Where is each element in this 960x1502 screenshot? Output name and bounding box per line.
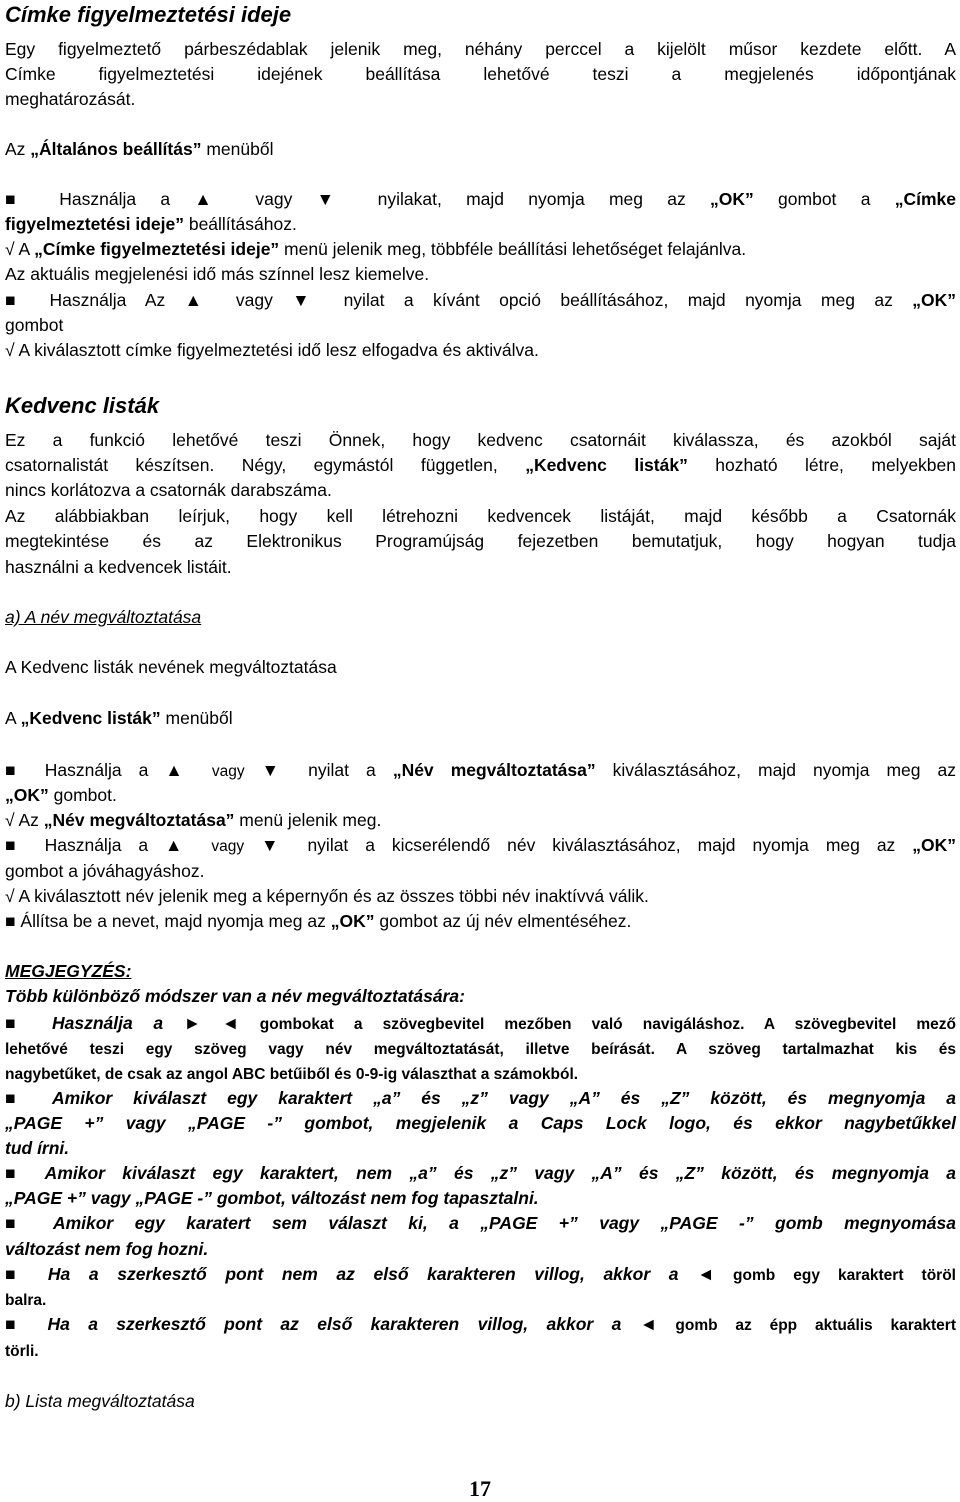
text-line [5, 809, 956, 831]
text-segment: hozható létre, melyekben [687, 455, 956, 475]
text-line [5, 759, 956, 783]
text-line: Több különböző módszer van a név megváltoztatására: [5, 986, 465, 1006]
text-line: Kedvenc listák [5, 393, 160, 418]
page-number: 17 [469, 1476, 491, 1501]
text-segment: ■ Ha a szerkesztő pont az első karakteren villog, akkor a ◄ [5, 1314, 676, 1334]
text-segment: vagy [211, 763, 245, 780]
text-segment: figyelmeztetési ideje” [5, 214, 184, 234]
text-line [5, 707, 956, 729]
text-segment: menüből [160, 708, 233, 728]
text-line: meghatározását. [5, 89, 136, 109]
text-line: ■ Amikor egy karatert sem választ ki, a „PAGE +” vagy „PAGE -” gomb megnyomása [5, 1213, 956, 1233]
text-line [5, 910, 956, 932]
text-line: ■ Amikor kiválaszt egy karaktert „a” és „z” vagy „A” és „Z” között, és megnyomja a [5, 1088, 956, 1108]
text-line: használni a kedvencek listáit. [5, 557, 232, 577]
text-line: A Kedvenc listák nevének megváltoztatása [5, 657, 337, 677]
text-line [5, 784, 956, 806]
text-segment: ▼ nyilat a [244, 760, 393, 780]
text-line: MEGJEGYZÉS: [5, 961, 132, 981]
text-segment: ■ Használja Az ▲ vagy ▼ nyilat a kívánt opció beállításához, majd nyomja meg az [5, 290, 913, 310]
text-line [5, 188, 956, 210]
text-line [5, 1263, 956, 1287]
text-segment: „Címke [894, 189, 956, 209]
text-line [5, 1037, 956, 1061]
text-segment: ■ Használja a ▲ vagy ▼ nyilakat, majd nyomja meg az [5, 189, 711, 209]
text-segment: √ A [5, 239, 35, 259]
text-line: Az alábbiakban leírjuk, hogy kell létrehozni kedvencek listáját, majd később a Csatornák [5, 506, 956, 526]
text-segment: ■ Ha a szerkesztő pont nem az első karakteren villog, akkor a ◄ [5, 1264, 734, 1284]
text-line [5, 238, 956, 260]
text-line [5, 1313, 956, 1337]
text-segment: gombot az új név elmentéséhez. [374, 911, 632, 931]
text-segment: csatornalistát készítsen. Négy, egymástól független, [5, 455, 526, 475]
text-segment: „Általános beállítás” [30, 139, 202, 159]
text-line [5, 213, 956, 235]
text-segment: ■ Használja a ▲ [5, 760, 212, 780]
text-line: Az aktuális megjelenési idő más színnel lesz kiemelve. [5, 264, 430, 284]
text-segment: A [5, 708, 21, 728]
text-line: nincs korlátozva a csatornák darabszáma. [5, 480, 332, 500]
text-line: √ A kiválasztott név jelenik meg a képernyőn és az összes többi név inaktívvá válik. [5, 886, 649, 906]
text-line: „PAGE +” vagy „PAGE -” gombot, megjelenik a Caps Lock logo, és ekkor nagybetűkkel [5, 1113, 956, 1133]
text-segment: „OK” [330, 911, 375, 931]
text-line: √ A kiválasztott címke figyelmeztetési idő lesz elfogadva és aktiválva. [5, 340, 539, 360]
text-segment: törli. [5, 1343, 39, 1360]
text-segment: beállításához. [183, 214, 297, 234]
text-line [5, 1062, 956, 1086]
text-line: Címke figyelmeztetési ideje [5, 2, 292, 27]
text-segment: „OK” [5, 785, 49, 805]
text-segment: ■ Használja a ► ◄ [5, 1013, 260, 1033]
text-segment: ▼ nyilat a kicserélendő név kiválasztásához, majd nyomja meg az [244, 835, 913, 855]
text-line [5, 1339, 956, 1363]
text-segment: „OK” [912, 290, 956, 310]
text-line: „PAGE +” vagy „PAGE -” gombot, változást nem fog tapasztalni. [5, 1188, 539, 1208]
text-segment: „Név megváltoztatása” [43, 810, 235, 830]
text-segment: menü jelenik meg, többféle beállítási lehetőséget felajánlva. [279, 239, 747, 259]
text-line: ■ Amikor kiválaszt egy karaktert, nem „a” és „z” vagy „A” és „Z” között, és megnyomja a [5, 1163, 956, 1183]
text-segment: „Név megváltoztatása” [392, 760, 596, 780]
text-line: gombot a jóváhagyáshoz. [5, 861, 205, 881]
text-segment: nagybetűket, de csak az angol ABC betűiből és 0-9-ig választhat a számokból. [5, 1066, 579, 1083]
text-segment: gomb egy karaktert töröl [733, 1267, 956, 1284]
text-line [5, 1012, 956, 1036]
text-segment: menü jelenik meg. [234, 810, 382, 830]
text-segment: gombot a [753, 189, 895, 209]
text-line [5, 289, 956, 311]
text-line: tud írni. [5, 1138, 70, 1158]
text-segment: „OK” [912, 835, 956, 855]
text-line: gombot [5, 315, 64, 335]
text-segment: gomb az épp aktuális karaktert [675, 1317, 956, 1334]
text-segment: gombot. [48, 785, 117, 805]
text-segment: gombokat a szövegbevitel mezőben való navigáláshoz. A szövegbevitel mező [259, 1016, 956, 1033]
text-line [5, 138, 956, 160]
text-line [5, 454, 956, 476]
text-segment: „OK” [710, 189, 754, 209]
text-segment: ■ Állítsa be a nevet, majd nyomja meg az [5, 911, 331, 931]
text-segment: Az [5, 139, 31, 159]
text-line [5, 834, 956, 858]
text-segment: kiválasztásához, majd nyomja meg az [595, 760, 956, 780]
text-segment: „Kedvenc listák” [525, 455, 688, 475]
text-segment: √ Az [5, 810, 44, 830]
text-segment: balra. [5, 1292, 47, 1309]
text-line: a) A név megváltoztatása [5, 607, 202, 627]
text-line: b) Lista megváltoztatása [5, 1391, 195, 1411]
text-segment: „Címke figyelmeztetési ideje” [34, 239, 280, 259]
text-line [5, 1288, 956, 1312]
text-line: Címke figyelmeztetési idejének beállítása lehetővé teszi a megjelenés időpontjának [5, 64, 956, 84]
text-line: Ez a funkció lehetővé teszi Önnek, hogy kedvenc csatornáit kiválassza, és azokból saját [5, 430, 956, 450]
text-line: változást nem fog hozni. [5, 1239, 209, 1259]
text-segment: menüből [201, 139, 274, 159]
text-segment: lehetővé teszi egy szöveg vagy név megváltoztatását, illetve beírását. A szöveg tartalmazhat kis és [5, 1041, 956, 1058]
text-line: megtekintése és az Elektronikus Programújság fejezetben bemutatjuk, hogy hogyan tudja [5, 531, 956, 551]
text-segment: vagy [211, 838, 245, 855]
text-line: Egy figyelmeztető párbeszédablak jelenik meg, néhány perccel a kijelölt műsor kezdete előtt. A [5, 39, 956, 59]
text-segment: „Kedvenc listák” [20, 708, 161, 728]
text-segment: ■ Használja a ▲ [5, 835, 212, 855]
